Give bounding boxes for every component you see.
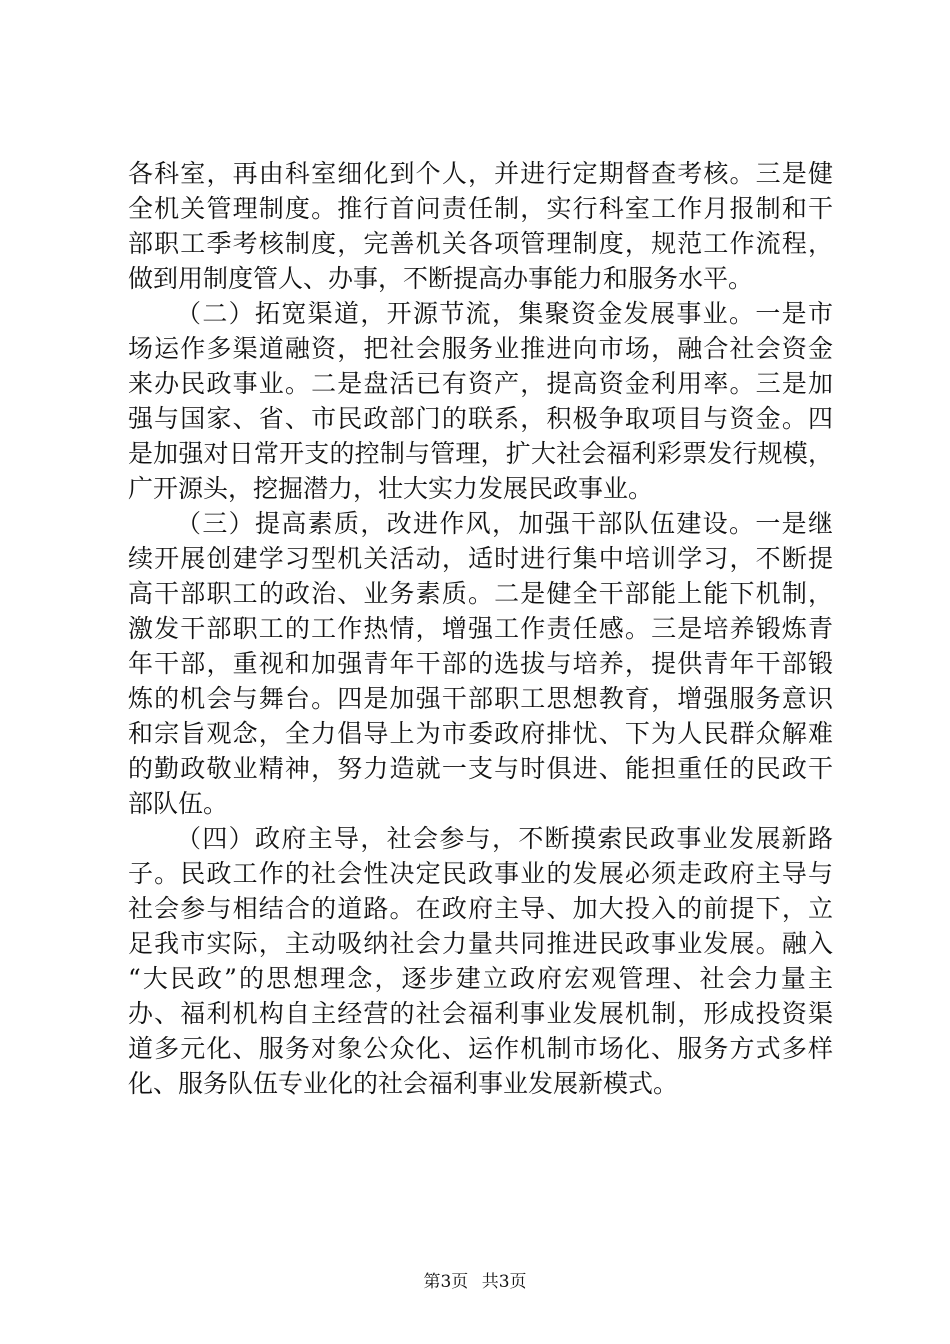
paragraph-heading-line: （四）政府主导，社会参与，不断摸索民政事业发展新路: [176, 824, 833, 853]
text-line: 的勤政敬业精神，努力造就一支与时俱进、能担重任的民政干: [128, 754, 833, 783]
text-line: 激发干部职工的工作热情，增强工作责任感。三是培养锻炼青: [128, 614, 833, 643]
text-line: 强与国家、省、市民政部门的联系，积极争取项目与资金。四: [128, 404, 833, 433]
text-line: 年干部，重视和加强青年干部的选拔与培养，提供青年干部锻: [128, 649, 833, 678]
text-line: 化、服务队伍专业化的社会福利事业发展新模式。: [128, 1069, 679, 1098]
text-line: 高干部职工的政治、业务素质。二是健全干部能上能下机制，: [128, 579, 833, 608]
text-line: 场运作多渠道融资，把社会服务业推进向市场，融合社会资金: [128, 334, 833, 363]
text-line: 全机关管理制度。推行首问责任制，实行科室工作月报制和干: [128, 194, 833, 223]
text-line: 续开展创建学习型机关活动，适时进行集中培训学习，不断提: [128, 544, 833, 573]
paragraph-heading-line: （三）提高素质，改进作风，加强干部队伍建设。一是继: [176, 509, 833, 538]
page-number: 第3页: [423, 1272, 469, 1292]
text-line: 广开源头，挖掘潜力，壮大实力发展民政事业。: [128, 474, 654, 503]
text-line: “大民政”的思想理念，逐步建立政府宏观管理、社会力量主: [128, 964, 833, 993]
text-line: 各科室，再由科室细化到个人，并进行定期督查考核。三是健: [128, 159, 833, 188]
text-line: 子。民政工作的社会性决定民政事业的发展必须走政府主导与: [128, 859, 833, 888]
text-line: 办、福利机构自主经营的社会福利事业发展机制，形成投资渠: [128, 999, 833, 1028]
text-line: 炼的机会与舞台。四是加强干部职工思想教育，增强服务意识: [128, 684, 833, 713]
page-footer: [0, 1271, 950, 1293]
text-line: 是加强对日常开支的控制与管理，扩大社会福利彩票发行规模，: [128, 439, 833, 468]
text-line: 足我市实际，主动吸纳社会力量共同推进民政事业发展。融入: [128, 929, 833, 958]
text-line: 社会参与相结合的道路。在政府主导、加大投入的前提下，立: [128, 894, 833, 923]
text-line: 做到用制度管人、办事，不断提高办事能力和服务水平。: [128, 264, 754, 293]
text-line: 和宗旨观念，全力倡导上为市委政府排忧、下为人民群众解难: [128, 719, 833, 748]
document-body: [128, 156, 833, 1101]
text-line: 部队伍。: [128, 789, 229, 818]
page-total: 共3页: [481, 1272, 527, 1292]
text-line: 来办民政事业。二是盘活已有资产，提高资金利用率。三是加: [128, 369, 833, 398]
text-line: 部职工季考核制度，完善机关各项管理制度，规范工作流程，: [128, 229, 833, 258]
paragraph-heading-line: （二）拓宽渠道，开源节流，集聚资金发展事业。一是市: [176, 299, 833, 328]
text-line: 道多元化、服务对象公众化、运作机制市场化、服务方式多样: [128, 1034, 833, 1063]
